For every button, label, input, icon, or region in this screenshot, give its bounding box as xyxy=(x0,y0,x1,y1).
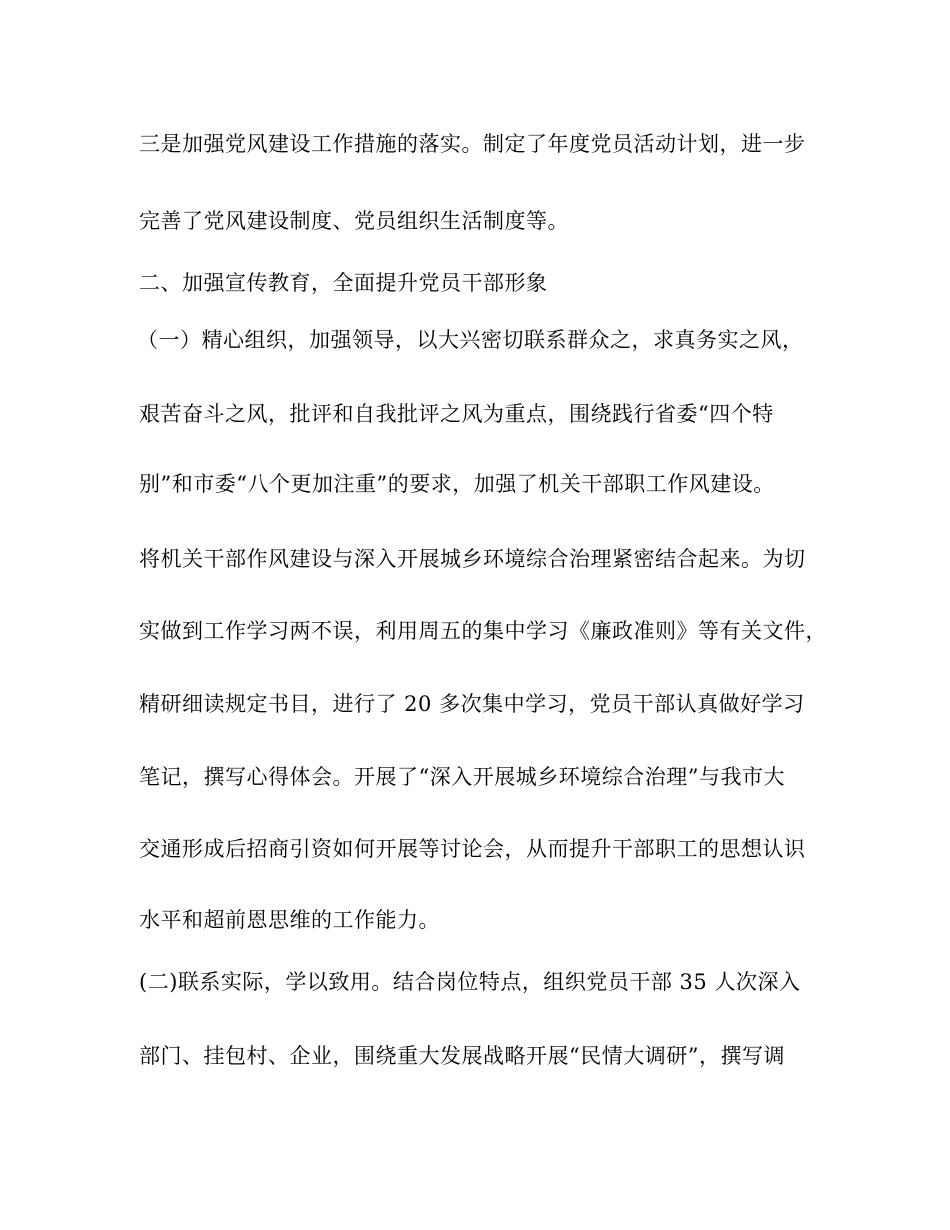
paragraph-line: 将机关干部作风建设与深入开展城乡环境综合治理紧密结合起来。为切 xyxy=(139,547,806,571)
paragraph-line: 精研细读规定书目，进行了 20 多次集中学习，党员干部认真做好学习 xyxy=(139,692,805,716)
paragraph-line: 交通形成后招商引资如何开展等讨论会，从而提升干部职工的思想认识 xyxy=(139,837,806,861)
section-heading: 二、加强宣传教育，全面提升党员干部形象 xyxy=(139,271,548,295)
paragraph-line: 实做到工作学习两不误，利用周五的集中学习《廉政准则》等有关文件， xyxy=(139,619,827,643)
paragraph-line: 别”和市委“八个更加注重”的要求，加强了机关干部职工作风建设。 xyxy=(139,472,775,496)
paragraph-line: 部门、挂包村、企业，围绕重大发展战略开展“民情大调研”，撰写调 xyxy=(139,1044,785,1068)
paragraph-line: （一）精心组织，加强领导，以大兴密切联系群众之，求真务实之风， xyxy=(137,328,804,352)
paragraph-line: 艰苦奋斗之风，批评和自我批评之风为重点，围绕践行省委“四个特 xyxy=(139,402,774,426)
paragraph-line: (二)联系实际，学以致用。结合岗位特点，组织党员干部 35 人次深入 xyxy=(139,970,801,994)
paragraph-line: 完善了党风建设制度、党员组织生活制度等。 xyxy=(139,209,569,233)
paragraph-line: 水平和超前恩思维的工作能力。 xyxy=(139,908,440,932)
paragraph-line: 三是加强党风建设工作措施的落实。制定了年度党员活动计划，进一步 xyxy=(139,132,806,156)
paragraph-line: 笔记，撰写心得体会。开展了“深入开展城乡环境综合治理”与我市大 xyxy=(139,765,785,789)
